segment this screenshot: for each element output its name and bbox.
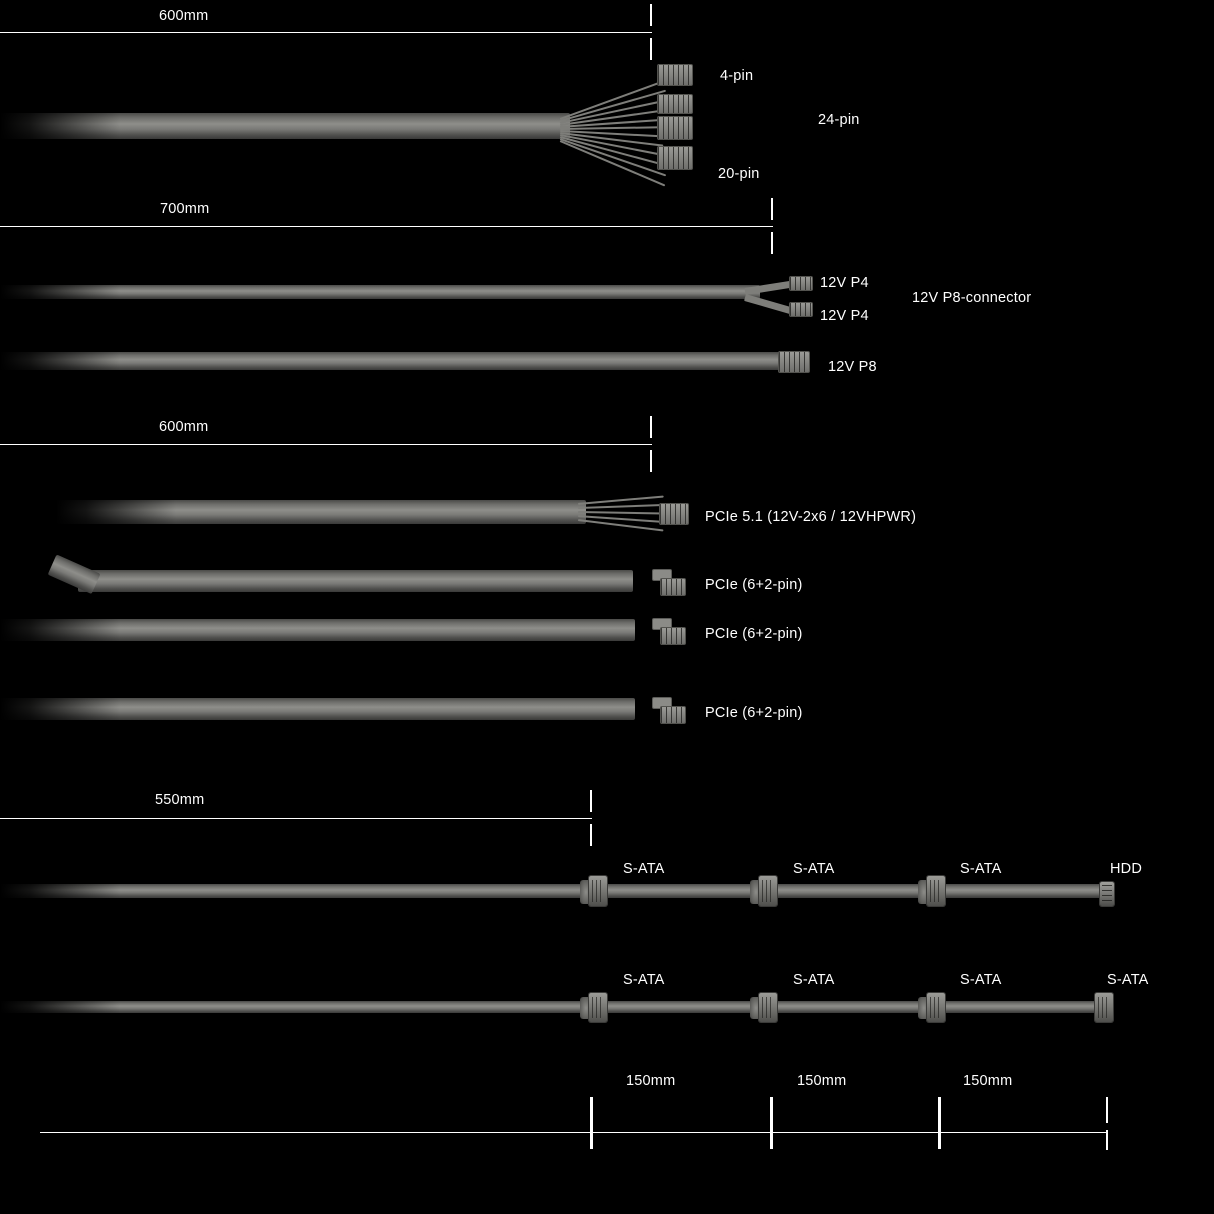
connector-pcie-62-b-6pin (660, 627, 686, 645)
dimension-line-600mm-pcie (0, 444, 652, 445)
connector-label-sata-1-3: S-ATA (960, 861, 1002, 877)
connector-12v-p4-b (789, 302, 813, 317)
connector-20pin (657, 146, 693, 170)
cable-strand (560, 140, 666, 186)
dimension-label-600mm-pcie: 600mm (159, 419, 209, 435)
connector-label-20pin: 20-pin (718, 166, 760, 182)
connector-label-4pin: 4-pin (720, 68, 754, 84)
connector-24pin-lower (657, 116, 693, 140)
connector-label-12v-p4-b: 12V P4 (820, 308, 869, 324)
dimension-tick-top (590, 790, 592, 812)
cable-pcie-62-a (78, 570, 633, 592)
dimension-label-550mm: 550mm (155, 792, 205, 808)
dimension-line-spacing (40, 1132, 1108, 1133)
connector-label-12v-p8: 12V P8 (828, 359, 877, 375)
connector-24pin-upper (657, 94, 693, 114)
connector-hdd (1100, 882, 1114, 906)
dimension-line-550mm (0, 818, 592, 819)
dimension-tick-top (650, 416, 652, 438)
dimension-line-600mm-atx (0, 32, 652, 33)
dimension-tick-bottom (771, 232, 773, 254)
cable-strand (560, 80, 664, 120)
dimension-tick-bottom (650, 450, 652, 472)
dimension-tick-spacing-2 (770, 1097, 773, 1149)
cable-strand (578, 504, 664, 509)
connector-12v-p4-a (789, 276, 813, 291)
connector-12v-p8 (778, 351, 810, 373)
connector-label-sata-2-2: S-ATA (793, 972, 835, 988)
cable-strand (560, 126, 662, 130)
cable-cpu-p8 (0, 352, 780, 370)
dimension-tick-spacing-1 (590, 1097, 593, 1149)
cable-pcie-51 (56, 500, 586, 524)
connector-label-pcie-51: PCIe 5.1 (12V-2x6 / 12VHPWR) (705, 509, 917, 525)
connector-label-hdd: HDD (1110, 861, 1143, 877)
connector-sata-2-1 (589, 993, 607, 1022)
connector-sata-2-3 (927, 993, 945, 1022)
connector-sata-2-4 (1095, 993, 1113, 1022)
connector-label-12v-p8-connector: 12V P8-connector (912, 290, 1032, 306)
connector-sata-1-2 (759, 876, 777, 906)
cable-cpu-p4-split (0, 285, 760, 299)
cable-pcie-62-b (0, 619, 635, 641)
dimension-label-150mm-a: 150mm (626, 1073, 676, 1089)
connector-label-sata-2-1: S-ATA (623, 972, 665, 988)
dimension-label-150mm-c: 150mm (963, 1073, 1013, 1089)
connector-pcie-62-a-6pin (660, 578, 686, 596)
connector-label-sata-2-3: S-ATA (960, 972, 1002, 988)
connector-label-pcie-62-b: PCIe (6+2-pin) (705, 626, 803, 642)
connector-label-24pin: 24-pin (818, 112, 860, 128)
connector-sata-1-3 (927, 876, 945, 906)
connector-label-12v-p4-a: 12V P4 (820, 275, 869, 291)
dimension-tick-spacing-3 (938, 1097, 941, 1149)
dimension-line-700mm (0, 226, 773, 227)
cable-pcie-62-c (0, 698, 635, 720)
connector-label-pcie-62-c: PCIe (6+2-pin) (705, 705, 803, 721)
cable-pcie-62-a-bend (48, 554, 101, 594)
dimension-tick-top (650, 4, 652, 26)
connector-pcie-62-c-6pin (660, 706, 686, 724)
cable-atx-24pin (0, 113, 570, 139)
connector-4pin (657, 64, 693, 86)
dimension-tick-top (771, 198, 773, 220)
connector-label-sata-1-2: S-ATA (793, 861, 835, 877)
connector-sata-1-1 (589, 876, 607, 906)
cable-strand (744, 281, 793, 295)
dimension-tick-bottom (650, 38, 652, 60)
dimension-tick-spacing-4-top (1106, 1097, 1108, 1123)
cable-strand (578, 511, 664, 515)
connector-label-pcie-62-a: PCIe (6+2-pin) (705, 577, 803, 593)
connector-sata-2-2 (759, 993, 777, 1022)
dimension-label-700mm: 700mm (160, 201, 210, 217)
connector-label-sata-2-4: S-ATA (1107, 972, 1149, 988)
dimension-label-600mm-atx: 600mm (159, 8, 209, 24)
connector-pcie-51 (659, 503, 689, 525)
connector-label-sata-1-1: S-ATA (623, 861, 665, 877)
dimension-tick-spacing-4-bottom (1106, 1130, 1108, 1150)
cable-strand (744, 294, 792, 314)
dimension-label-150mm-b: 150mm (797, 1073, 847, 1089)
dimension-tick-bottom (590, 824, 592, 846)
